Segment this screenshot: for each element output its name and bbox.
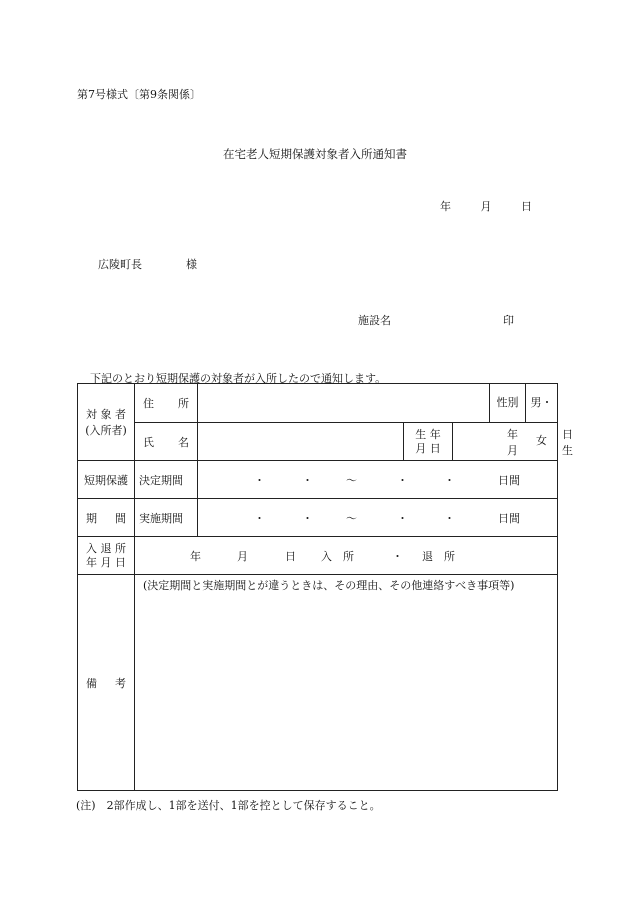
remarks-label: 備 考 bbox=[78, 575, 135, 791]
subject-label bbox=[78, 384, 135, 461]
address-label: 住 所 bbox=[135, 384, 198, 423]
name-label: 氏 名 bbox=[135, 423, 198, 461]
birth-year: 年 bbox=[507, 427, 518, 441]
entry-exit-date-field[interactable] bbox=[135, 537, 558, 575]
decided-days: 日間 bbox=[498, 473, 520, 487]
implemented-days: 日間 bbox=[498, 511, 520, 525]
remarks-field[interactable] bbox=[135, 575, 558, 791]
addressee-honorific: 様 bbox=[186, 258, 197, 271]
date-line bbox=[440, 198, 532, 214]
birth-label-line2: 月 日 bbox=[415, 441, 441, 455]
short-term-label-1: 短期保護 bbox=[78, 461, 135, 499]
seal-mark: 印 bbox=[503, 314, 514, 327]
name-field[interactable] bbox=[198, 423, 404, 461]
intro-text: 下記のとおり短期保護の対象者が入所したので通知します。 bbox=[90, 372, 387, 385]
address-field[interactable] bbox=[198, 384, 490, 423]
entry-exit-label-line2: 年 月 日 bbox=[86, 555, 126, 569]
sex-label: 性別 bbox=[490, 384, 526, 422]
date-year: 年 bbox=[440, 200, 451, 213]
subject-label-line1: 対 象 者 bbox=[86, 408, 126, 421]
facility-line bbox=[358, 312, 514, 328]
birth-month: 月 bbox=[507, 443, 518, 457]
facility-label: 施設名 bbox=[358, 314, 391, 327]
implemented-dot-1: ・ bbox=[254, 511, 265, 525]
entry-exit-label bbox=[78, 537, 135, 575]
date-day: 日 bbox=[521, 200, 532, 213]
footnote: (注) 2部作成し、1部を送付、1部を控として保存すること。 bbox=[76, 799, 381, 812]
decided-tilde: ～ bbox=[346, 473, 357, 487]
exit-label: 退 所 bbox=[422, 549, 455, 563]
decided-period-label: 決定期間 bbox=[135, 461, 198, 499]
addressee bbox=[98, 256, 197, 272]
sex-options[interactable]: 男・女 bbox=[530, 396, 553, 447]
entry-label: 入 所 bbox=[321, 549, 354, 563]
entry-exit-year: 年 bbox=[190, 549, 201, 563]
short-term-label-2: 期 間 bbox=[78, 499, 135, 537]
addressee-name: 広陵町長 bbox=[98, 258, 142, 271]
date-month: 月 bbox=[480, 200, 492, 213]
birth-label bbox=[404, 423, 453, 461]
subject-label-line2: (入所者) bbox=[85, 424, 127, 437]
entry-exit-month: 月 bbox=[237, 549, 248, 563]
document-title: 在宅老人短期保護対象者入所通知書 bbox=[223, 147, 407, 161]
notification-form-table: 対 象 者 (入所者) 住 所 性別 男・女 氏 名 生 年 月 日 年 月 日生 短期保護 決定期間 ・ ・ ～ ・ ・ 日間 期 間 実施期間 ・ ・ ～ ・ ・ 日間 入 退 所 年 月 日 年 月 日 入 所 ・ 退 所 備 考 (決定期間と実施期間とが違うときは、その理由、その他連絡すべき事項等) bbox=[77, 383, 558, 791]
implemented-period-label: 実施期間 bbox=[135, 499, 198, 537]
implemented-dot-4: ・ bbox=[444, 511, 455, 525]
decided-dot-3: ・ bbox=[397, 473, 408, 487]
entry-exit-dot: ・ bbox=[392, 549, 403, 563]
implemented-dot-2: ・ bbox=[302, 511, 313, 525]
implemented-dot-3: ・ bbox=[397, 511, 408, 525]
implemented-tilde: ～ bbox=[346, 511, 357, 525]
decided-period-field[interactable] bbox=[198, 461, 558, 499]
birth-label-line1: 生 年 bbox=[415, 427, 441, 441]
decided-dot-2: ・ bbox=[302, 473, 313, 487]
decided-dot-1: ・ bbox=[254, 473, 265, 487]
remarks-note: (決定期間と実施期間とが違うときは、その理由、その他連絡すべき事項等) bbox=[143, 579, 515, 592]
form-number: 第7号様式〔第9条関係〕 bbox=[77, 88, 201, 101]
entry-exit-label-line1: 入 退 所 bbox=[86, 541, 126, 555]
sex-cell bbox=[490, 384, 558, 447]
entry-exit-day: 日 bbox=[285, 549, 296, 563]
decided-dot-4: ・ bbox=[444, 473, 455, 487]
implemented-period-field[interactable] bbox=[198, 499, 558, 537]
